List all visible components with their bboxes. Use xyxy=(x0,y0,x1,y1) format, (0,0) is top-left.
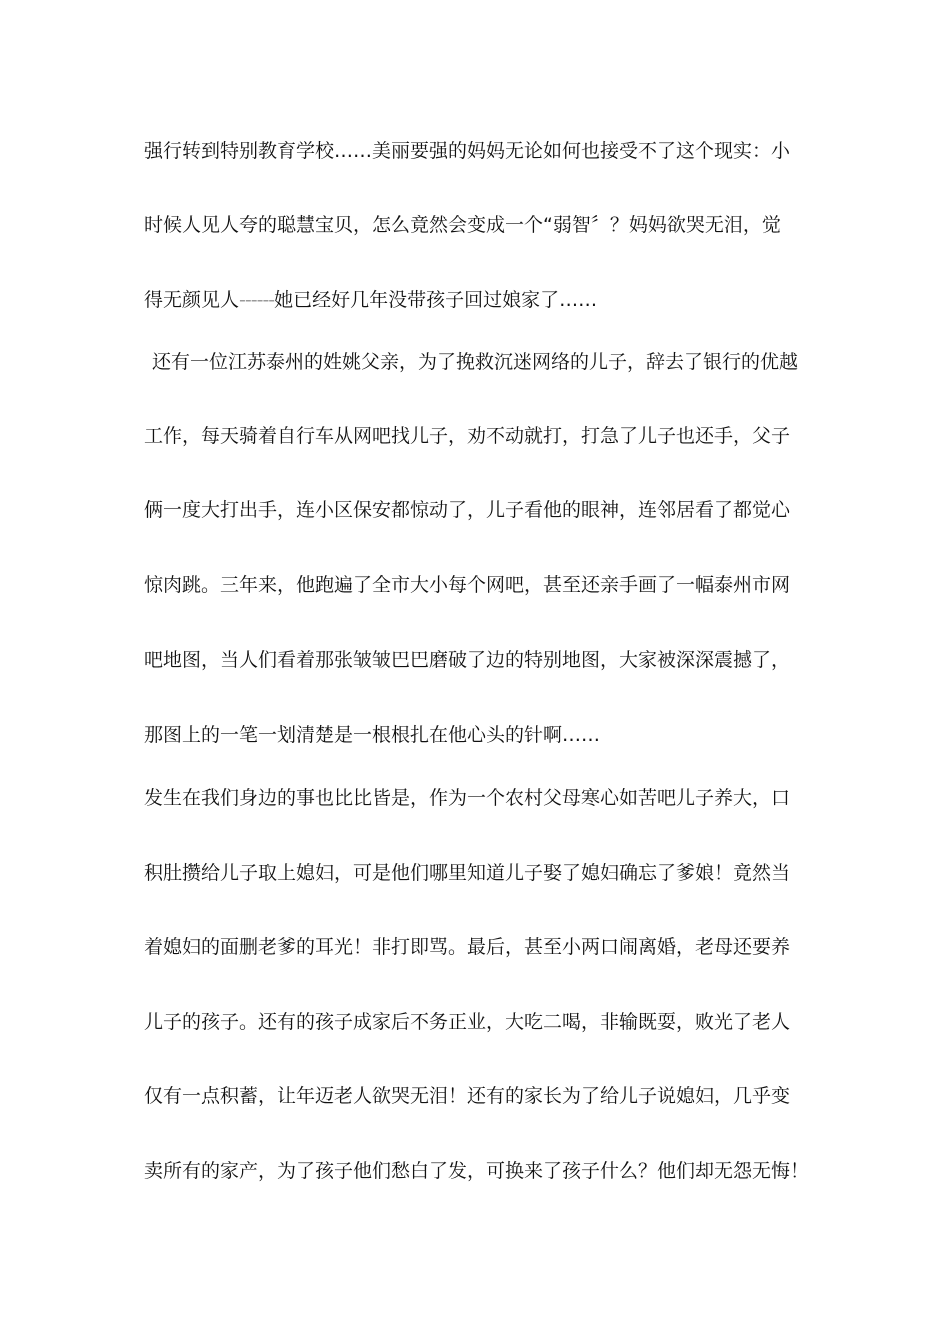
paragraph-1-line-3-text-a: 得无颜见人 xyxy=(144,289,240,311)
paragraph-2-line-5: 吧地图，当人们看着那张皱皱巴巴磨破了边的特别地图，大家被深深震撼了， xyxy=(144,649,791,671)
paragraph-1-line-3 xyxy=(144,287,824,313)
paragraph-1-line-3-text-b: 她已经好几年没带孩子回过娘家了…… xyxy=(274,289,598,311)
paragraph-1-line-1: 强行转到特别教育学校……美丽要强的妈妈无论如何也接受不了这个现实：小 xyxy=(144,140,791,162)
paragraph-3-line-2: 积肚攒给儿子取上媳妇，可是他们哪里知道儿子娶了媳妇确忘了爹娘！竟然当 xyxy=(144,862,791,884)
paragraph-2-line-4: 惊肉跳。三年来，他跑遍了全市大小每个网吧，甚至还亲手画了一幅泰州市网 xyxy=(144,574,791,596)
paragraph-3-line-6: 卖所有的家产，为了孩子他们愁白了发，可换来了孩子什么？他们却无怨无悔！ xyxy=(144,1160,810,1182)
paragraph-2-line-3: 俩一度大打出手，连小区保安都惊动了，儿子看他的眼神，连邻居看了都觉心 xyxy=(144,499,791,521)
paragraph-2-line-2: 工作，每天骑着自行车从网吧找儿子，劝不动就打，打急了儿子也还手，父子 xyxy=(144,425,791,447)
paragraph-3-line-4: 儿子的孩子。还有的孩子成家后不务正业，大吃二喝，非输既耍，败光了老人 xyxy=(144,1011,791,1033)
paragraph-2-line-6: 那图上的一笔一划清楚是一根根扎在他心头的针啊…… xyxy=(144,724,601,746)
paragraph-1-dash: ------ xyxy=(239,289,275,311)
paragraph-3-line-5: 仅有一点积蓄，让年迈老人欲哭无泪！还有的家长为了给儿子说媳妇，几乎变 xyxy=(144,1085,791,1107)
paragraph-1-line-2: 时候人见人夸的聪慧宝贝，怎么竟然会变成一个“弱智〞？妈妈欲哭无泪，觉 xyxy=(144,214,781,236)
paragraph-3-line-3: 着媳妇的面删老爹的耳光！非打即骂。最后，甚至小两口闹离婚，老母还要养 xyxy=(144,936,791,958)
paragraph-2-line-1: 还有一位江苏泰州的姓姚父亲，为了挽救沉迷网络的儿子，辞去了银行的优越 xyxy=(152,351,799,373)
paragraph-3-line-1: 发生在我们身边的事也比比皆是，作为一个农村父母寒心如苦吧儿子养大，口 xyxy=(144,787,791,809)
